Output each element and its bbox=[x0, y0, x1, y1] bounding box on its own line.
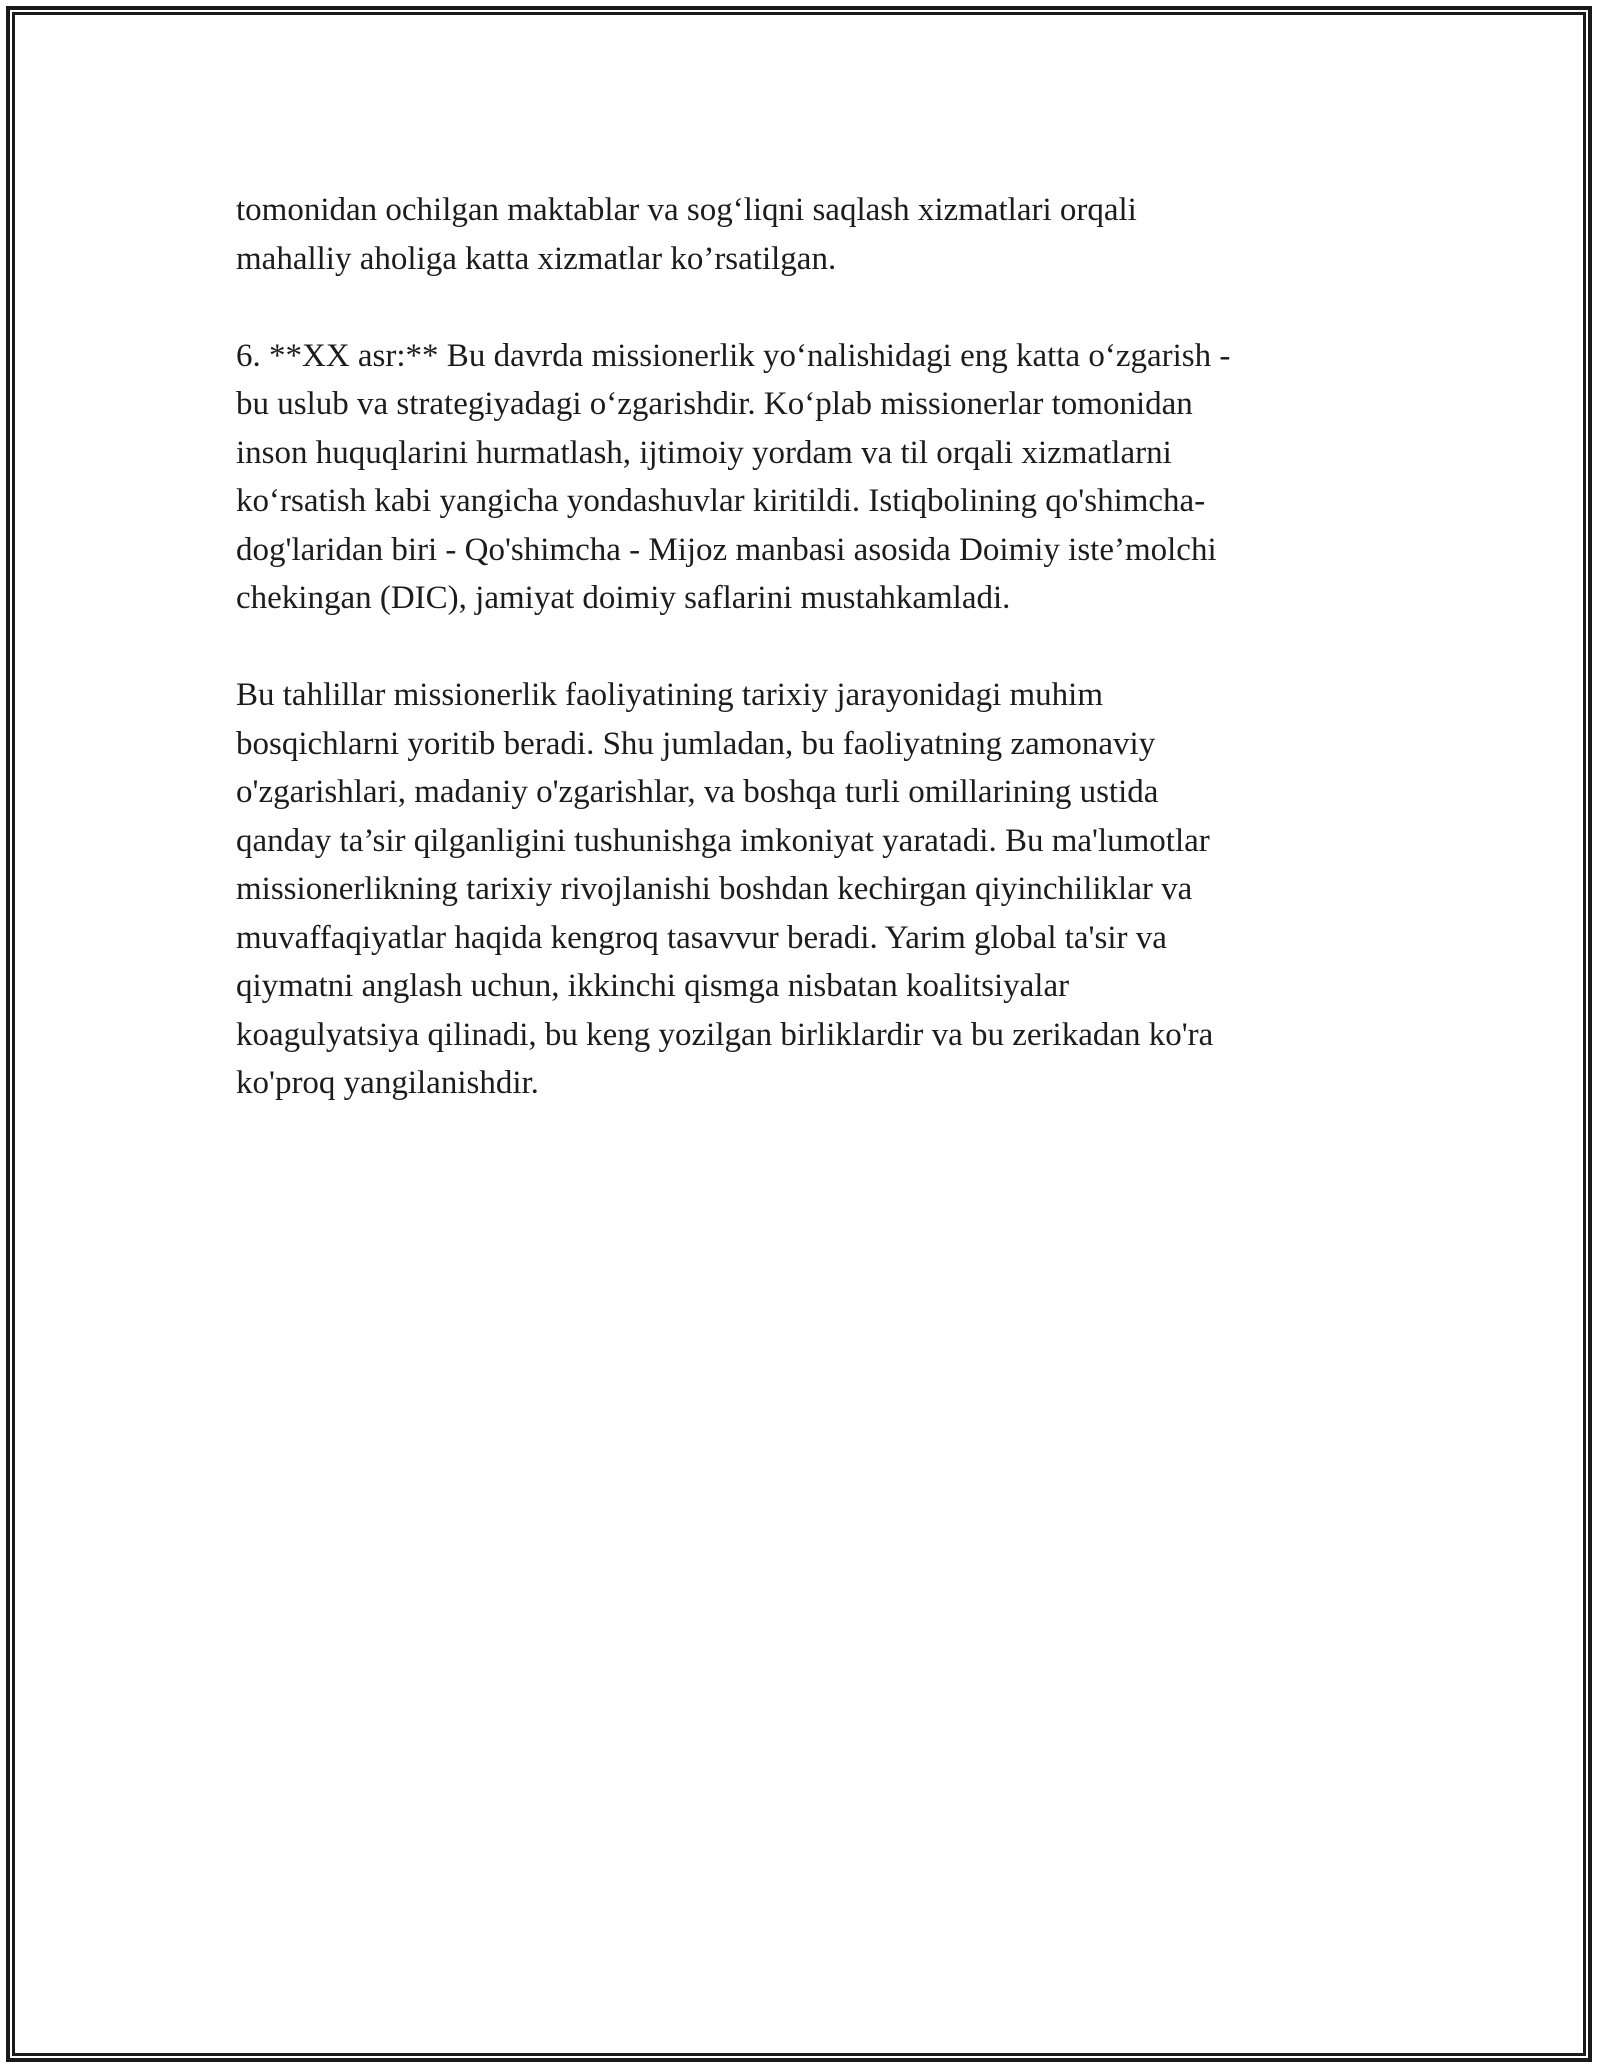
text-line: inson huquqlarini hurmatlash, ijtimoiy yordam va til orqali xizmatlarni bbox=[236, 434, 1172, 471]
text-line: chekingan (DIC), jamiyat doimiy saflarini mustahkamladi. bbox=[236, 580, 1011, 616]
text-line: 6. **XX asr:** Bu davrda missionerlik yo‘nalishidagi eng katta o‘zgarish - bbox=[236, 337, 1231, 374]
paragraph-2 bbox=[236, 332, 1366, 623]
paragraph-3 bbox=[236, 671, 1366, 1108]
text-line: dog'laridan biri - Qo'shimcha - Mijoz manbasi asosida Doimiy iste’molchi bbox=[236, 531, 1217, 568]
text-line: muvaffaqiyatlar haqida kengroq tasavvur beradi. Yarim global ta'sir va bbox=[236, 919, 1167, 956]
text-line: mahalliy aholiga katta xizmatlar ko’rsatilgan. bbox=[236, 240, 837, 277]
text-line: bu uslub va strategiyadagi o‘zgarishdir. Ko‘plab missionerlar tomonidan bbox=[236, 386, 1193, 422]
text-line: qanday ta’sir qilganligini tushunishga imkoniyat yaratadi. Bu ma'lumotlar bbox=[236, 822, 1210, 859]
document-body bbox=[236, 186, 1366, 1156]
text-line: ko'proq yangilanishdir. bbox=[236, 1065, 539, 1101]
text-line: Bu tahlillar missionerlik faoliyatining tarixiy jarayonidagi muhim bbox=[236, 677, 1104, 713]
text-line: tomonidan ochilgan maktablar va sog‘liqni saqlash xizmatlari orqali bbox=[236, 192, 1137, 228]
text-line: koagulyatsiya qilinadi, bu keng yozilgan birliklardir va bu zerikadan ko'ra bbox=[236, 1016, 1214, 1053]
text-line: missionerlikning tarixiy rivojlanishi boshdan kechirgan qiyinchiliklar va bbox=[236, 871, 1193, 907]
paragraph-1 bbox=[236, 186, 1366, 283]
text-line: qiymatni anglash uchun, ikkinchi qismga nisbatan koalitsiyalar bbox=[236, 968, 1070, 1004]
text-line: ko‘rsatish kabi yangicha yondashuvlar kiritildi. Istiqbolining qo'shimcha- bbox=[236, 483, 1206, 519]
text-line: bosqichlarni yoritib beradi. Shu jumladan, bu faoliyatning zamonaviy bbox=[236, 725, 1156, 762]
text-line: o'zgarishlari, madaniy o'zgarishlar, va boshqa turli omillarining ustida bbox=[236, 774, 1159, 810]
